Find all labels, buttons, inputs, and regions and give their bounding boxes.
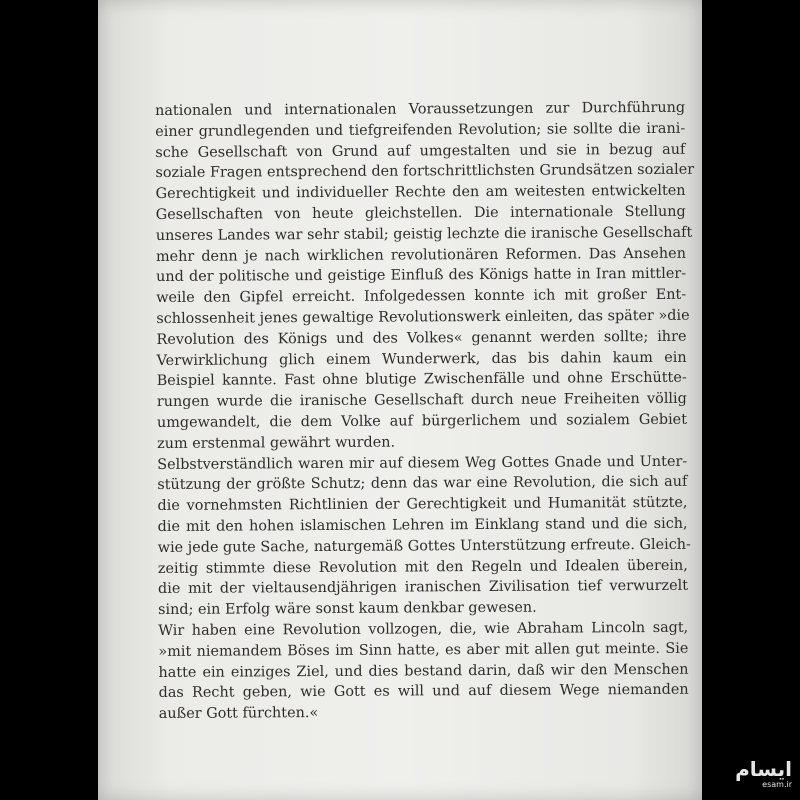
text-line: soziale Fragen entsprechend den fortschrittlichsten Grundsätzen sozialer [155, 162, 695, 182]
text-line: zeitig stimmte diese Revolution mit den Regeln und Idealen überein, [157, 557, 688, 577]
text-line: Revolution des Königs und des Volkes« genannt werden sollte; ihre [156, 328, 687, 348]
text-line: mehr denn je nach wirklichen revolutionären Reformen. Das Ansehen [155, 245, 686, 265]
text-line: einer grundlegenden und tiefgreifenden Revolution; sie sollte die irani- [155, 120, 686, 140]
esam-watermark-logo [732, 758, 792, 792]
text-line: das Recht geben, wie Gott es will und auf diesem Wege niemanden [158, 682, 689, 702]
text-line: stützung der größte Schutz; denn das war eine Revolution, die sich auf [157, 474, 688, 494]
text-line: Selbstverständlich waren mir auf diesem Weg Gottes Gnade und Unter- [157, 453, 688, 473]
text-line: die mit der vieltausendjährigen iranischen Zivilisation tief verwurzelt [157, 578, 689, 598]
text-line: sche Gesellschaft von Grund auf umgestalten und sie in bezug auf [155, 141, 686, 161]
text-line: zum erstenmal gewährt wurden. [157, 434, 396, 452]
text-line: rungen wurde die iranische Gesellschaft durch neue Freiheiten völlig [156, 390, 687, 411]
text-line: Beispiel kannte. Fast ohne blutige Zwischenfälle und ohne Erschütte- [156, 370, 687, 390]
text-line: schlossenheit jenes gewaltige Revolutionswerk einleiten, das später »die [156, 307, 690, 327]
text-line: »mit niemandem Böses im Sinn hatte, es aber mit allen gut meinte. Sie [158, 640, 689, 660]
text-line: wie jede gute Sache, naturgemäß Gottes Unterstützung erfreute. Gleich- [157, 536, 691, 556]
text-line: die vornehmsten Richtlinien der Gerechtigkeit und Humanität stützte, [157, 494, 688, 515]
text-line: Gesellschaften von heute gleichstellen. Die internationale Stellung [155, 203, 686, 223]
body-text [155, 98, 695, 725]
text-line: umgewandelt, die dem Volke auf bürgerlichem und sozialem Gebiet [156, 411, 688, 431]
text-line: außer Gott fürchten.« [158, 705, 319, 723]
text-line: und der politische und geistige Einfluß des Königs hatte in Iran mittler- [156, 266, 687, 286]
text-line: sind; ein Erfolg wäre sonst kaum denkbar gewesen. [158, 599, 537, 619]
text-line: Wir haben eine Revolution vollzogen, die, wie Abraham Lincoln sagt, [158, 619, 689, 639]
text-line: Verwirklichung glich einem Wunderwerk, das bis dahin kaum ein [156, 349, 687, 369]
watermark-text: ایسام [735, 757, 792, 781]
watermark-url: esam.ir [762, 780, 792, 789]
text-line: die mit den hohen islamischen Lehren im Einklang stand und die sich, [157, 515, 688, 535]
text-line: weile den Gipfel erreicht. Infolgedessen konnte ich mit großer Ent- [156, 286, 687, 307]
text-line: Gerechtigkeit und individueller Rechte den am weitesten entwickelten [155, 182, 686, 203]
text-line: hatte ein einziges Ziel, und dies bestand darin, daß wir den Menschen [158, 661, 689, 681]
text-line: unseres Landes war sehr stabil; geistig lechzte die iranische Gesellschaft [155, 224, 693, 244]
book-page [98, 0, 702, 800]
text-line: nationalen und internationalen Voraussetzungen zur Durchführung [155, 99, 686, 119]
